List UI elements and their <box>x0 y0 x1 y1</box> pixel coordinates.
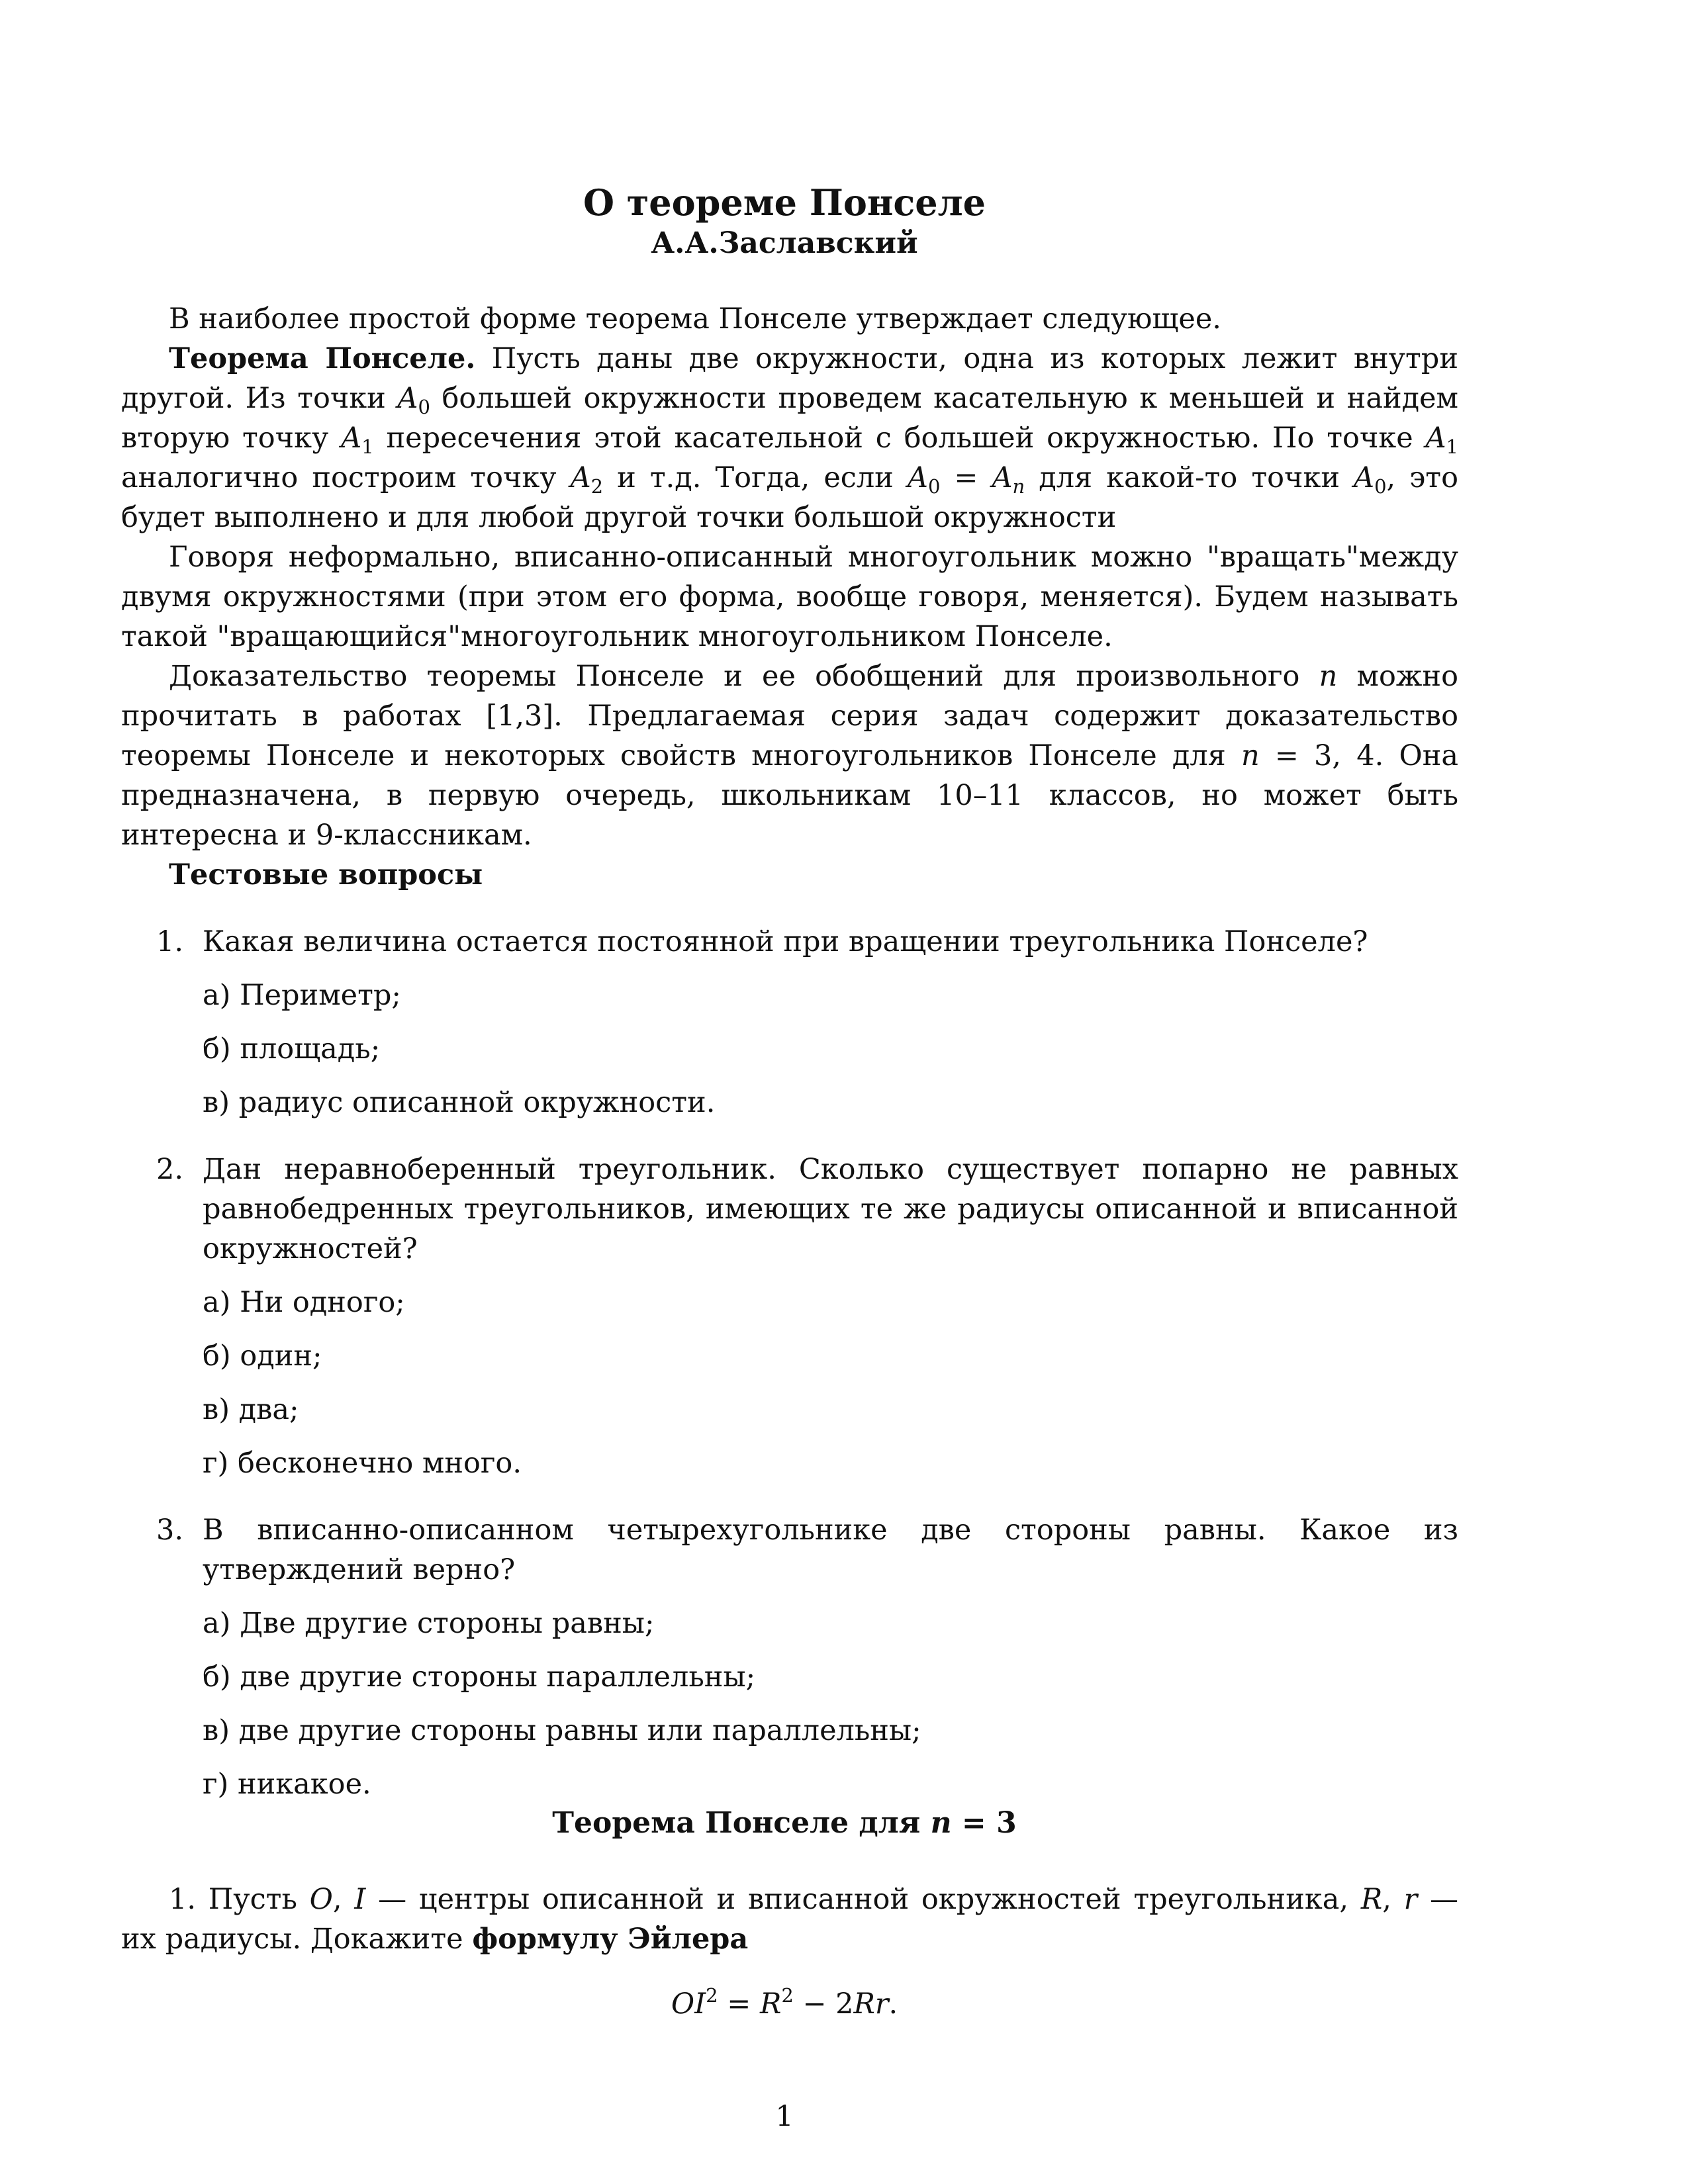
option-item: а) Ни одного; <box>203 1286 405 1319</box>
option-item: а) Периметр; <box>203 979 401 1012</box>
option-item: в) радиус описанной окружности. <box>203 1086 716 1119</box>
author-name: А.А.Заславский <box>651 226 918 260</box>
question-text: В вписанно-описанном четырехугольнике две стороны равны. Какое из утверждений верно? <box>203 1514 1458 1586</box>
question-number: 1. <box>156 925 184 958</box>
question-number: 2. <box>156 1153 184 1186</box>
theorem-label: Теорема Понселе. <box>169 342 476 375</box>
intro-paragraph: В наиболее простой форме теорема Понселе утверждает следующее. <box>169 302 1221 336</box>
question-text: Дан неравноберенный треугольник. Сколько существует попарно не равных равнобедренных треугольников, имеющих те же радиусы описанной и вписанной окружностей? <box>203 1153 1458 1265</box>
theorem-paragraph: Теорема Понселе. Пусть даны две окружности, одна из которых лежит внутри другой. Из точки $A_0$ большей окружности проведем касательную к меньшей и найдем вторую точку $A_1$ пересечения этой касательной с большей окружностью. По точке $A_1$ аналогично построим точку $A_2$ и т.д. Тогда, если $A_0 = A_n$ для какой-то точки $A_0$, это будет выполнено и для любой другой точки большой окружности <box>121 342 1458 534</box>
problem-1: 1. Пусть O, I — центры описанной и вписанной окружностей треугольника, R, r — их радиусы. Докажите формулу Эйлера <box>121 1883 1458 1956</box>
page-number: 1 <box>775 2100 794 2133</box>
euler-formula-label: формулу Эйлера <box>472 1923 749 1956</box>
question-3 <box>121 1510 1458 1804</box>
question-text: Какая величина остается постоянной при вращении треугольника Понселе? <box>203 925 1368 958</box>
option-item: б) две другие стороны параллельны; <box>203 1661 756 1694</box>
informal-paragraph: Говоря неформально, вписанно-описанный многоугольник можно "вращать"между двумя окружностями (при этом его форма, вообще говоря, меняется). Будем называть такой "вращающийся"многоугольник многоугольником Понселе. <box>121 541 1458 653</box>
test-questions-heading: Тестовые вопросы <box>169 858 483 891</box>
question-number: 3. <box>156 1514 184 1547</box>
option-item: г) никакое. <box>203 1768 371 1801</box>
question-2 <box>121 1150 1458 1483</box>
option-item: в) две другие стороны равны или параллельны; <box>203 1714 921 1747</box>
option-item: а) Две другие стороны равны; <box>203 1607 655 1640</box>
option-item: в) два; <box>203 1393 299 1426</box>
option-item: г) бесконечно много. <box>203 1447 522 1480</box>
option-item: б) один; <box>203 1340 322 1373</box>
euler-formula: $OI^2 = R^2 - 2Rr$. <box>671 1984 898 2021</box>
option-item: б) площадь; <box>203 1032 381 1066</box>
section-heading: Теорема Понселе для n = 3 <box>552 1806 1017 1840</box>
proof-paragraph: Доказательство теоремы Понселе и ее обобщений для произвольного n можно прочитать в работах [1,3]. Предлагаемая серия задач содержит доказательство теоремы Понселе и некоторых свойств многоугольников Понселе для n = 3, 4. Она предназначена, в первую очередь, школьникам 10–11 классов, но может быть интересна и 9-классникам. <box>121 660 1458 852</box>
body-text <box>121 299 1458 1804</box>
page-title: О теореме Понселе <box>583 181 986 224</box>
question-1 <box>121 922 1458 1122</box>
